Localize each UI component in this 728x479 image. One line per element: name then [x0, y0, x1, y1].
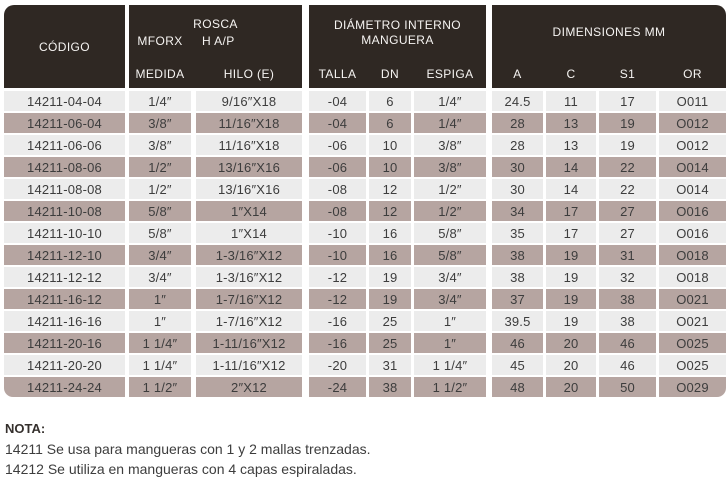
cell-dn: 25 — [369, 311, 411, 331]
cell-medida: 5/8″ — [129, 201, 191, 221]
header-rosca-title: ROSCA — [193, 16, 238, 31]
header-dimensiones-titlezone — [492, 5, 726, 60]
cell-hilo: 9/16″X18 — [196, 91, 302, 111]
header-codigo — [4, 5, 125, 88]
cell-hilo: 2″X12 — [196, 377, 302, 397]
cell-talla: -06 — [309, 157, 366, 177]
cell-c: 14 — [546, 157, 596, 177]
header-a-label: A — [513, 67, 522, 81]
cell-s1: 27 — [599, 223, 656, 243]
cell-hilo: 1-3/16″X12 — [196, 245, 302, 265]
cell-dn: 6 — [369, 113, 411, 133]
cell-codigo: 14211-12-12 — [4, 267, 125, 287]
note-section — [5, 421, 728, 479]
header-group-diametro — [309, 5, 486, 88]
cell-s1: 22 — [599, 179, 656, 199]
cell-espiga: 5/8″ — [414, 223, 486, 243]
header-dimensiones-title: DIMENSIONES MM — [552, 25, 666, 40]
cell-espiga: 1/2″ — [414, 201, 486, 221]
table-row — [4, 289, 728, 309]
cell-medida: 3/8″ — [129, 113, 191, 133]
cell-talla: -10 — [309, 245, 366, 265]
cell-talla: -20 — [309, 355, 366, 375]
cell-dn: 6 — [369, 91, 411, 111]
cell-codigo: 14211-10-08 — [4, 201, 125, 221]
cell-talla: -16 — [309, 311, 366, 331]
cell-espiga: 3/4″ — [414, 289, 486, 309]
header-dn-label: DN — [380, 67, 400, 81]
table-row — [4, 333, 728, 353]
cell-codigo: 14211-24-24 — [4, 377, 125, 397]
cell-hilo: 1-7/16″X12 — [196, 311, 302, 331]
cell-dn: 16 — [369, 223, 411, 243]
cell-dn: 19 — [369, 267, 411, 287]
cell-c: 13 — [546, 135, 596, 155]
cell-talla: -08 — [309, 201, 366, 221]
table-row — [4, 157, 728, 177]
cell-codigo: 14211-16-12 — [4, 289, 125, 309]
cell-a: 30 — [492, 179, 543, 199]
cell-hilo: 1-11/16″X12 — [196, 333, 302, 353]
cell-medida: 5/8″ — [129, 223, 191, 243]
cell-c: 20 — [546, 377, 596, 397]
table-header — [4, 5, 728, 88]
cell-talla: -10 — [309, 223, 366, 243]
cell-dn: 31 — [369, 355, 411, 375]
header-espiga-label: ESPIGA — [426, 67, 474, 81]
cell-a: 35 — [492, 223, 543, 243]
cell-a: 39.5 — [492, 311, 543, 331]
header-c-label: C — [566, 67, 576, 81]
cell-dn: 19 — [369, 289, 411, 309]
table-body — [4, 91, 728, 397]
cell-dn: 10 — [369, 135, 411, 155]
cell-a: 46 — [492, 333, 543, 353]
cell-a: 34 — [492, 201, 543, 221]
cell-c: 19 — [546, 311, 596, 331]
header-mforx-label: MFORX — [137, 34, 183, 49]
cell-a: 28 — [492, 113, 543, 133]
cell-or: O021 — [659, 311, 726, 331]
header-rosca-subtitle — [129, 34, 302, 48]
cell-a: 30 — [492, 157, 543, 177]
cell-or: O014 — [659, 179, 726, 199]
cell-s1: 46 — [599, 355, 656, 375]
cell-talla: -04 — [309, 91, 366, 111]
table-row — [4, 201, 728, 221]
cell-c: 19 — [546, 267, 596, 287]
cell-a: 28 — [492, 135, 543, 155]
cell-espiga: 3/8″ — [414, 157, 486, 177]
cell-dn: 38 — [369, 377, 411, 397]
cell-a: 37 — [492, 289, 543, 309]
header-or-label: OR — [683, 67, 702, 81]
cell-c: 19 — [546, 289, 596, 309]
cell-hilo: 1-7/16″X12 — [196, 289, 302, 309]
cell-or: O014 — [659, 157, 726, 177]
cell-medida: 1 1/4″ — [129, 333, 191, 353]
cell-or: O012 — [659, 113, 726, 133]
cell-dn: 16 — [369, 245, 411, 265]
cell-a: 48 — [492, 377, 543, 397]
cell-dn: 25 — [369, 333, 411, 353]
cell-s1: 50 — [599, 377, 656, 397]
cell-codigo: 14211-08-06 — [4, 157, 125, 177]
table-row — [4, 91, 728, 111]
cell-espiga: 1 1/2″ — [414, 377, 486, 397]
cell-medida: 3/4″ — [129, 245, 191, 265]
cell-dn: 12 — [369, 179, 411, 199]
cell-medida: 1 1/2″ — [129, 377, 191, 397]
cell-c: 11 — [546, 91, 596, 111]
header-codigo-label: CÓDIGO — [38, 39, 91, 54]
cell-or: O018 — [659, 267, 726, 287]
cell-codigo: 14211-08-08 — [4, 179, 125, 199]
cell-talla: -06 — [309, 135, 366, 155]
cell-c: 20 — [546, 333, 596, 353]
cell-a: 24.5 — [492, 91, 543, 111]
table-row — [4, 179, 728, 199]
cell-s1: 32 — [599, 267, 656, 287]
cell-medida: 3/4″ — [129, 267, 191, 287]
cell-or: O016 — [659, 223, 726, 243]
cell-a: 38 — [492, 245, 543, 265]
table-row — [4, 267, 728, 287]
table-row — [4, 311, 728, 331]
cell-s1: 38 — [599, 311, 656, 331]
cell-espiga: 1/4″ — [414, 113, 486, 133]
cell-codigo: 14211-06-06 — [4, 135, 125, 155]
cell-hilo: 13/16″X16 — [196, 157, 302, 177]
cell-espiga: 1 1/4″ — [414, 355, 486, 375]
cell-s1: 19 — [599, 113, 656, 133]
cell-s1: 38 — [599, 289, 656, 309]
cell-or: O021 — [659, 289, 726, 309]
cell-a: 38 — [492, 267, 543, 287]
cell-or: O025 — [659, 355, 726, 375]
cell-c: 13 — [546, 113, 596, 133]
cell-medida: 1/2″ — [129, 179, 191, 199]
cell-codigo: 14211-06-04 — [4, 113, 125, 133]
header-hilo-label: HILO (E) — [223, 67, 275, 81]
cell-talla: -24 — [309, 377, 366, 397]
cell-espiga: 3/8″ — [414, 135, 486, 155]
cell-espiga: 1/4″ — [414, 91, 486, 111]
cell-hilo: 11/16″X18 — [196, 113, 302, 133]
cell-espiga: 1″ — [414, 311, 486, 331]
cell-espiga: 1″ — [414, 333, 486, 353]
cell-medida: 1″ — [129, 311, 191, 331]
header-group-rosca — [129, 5, 302, 88]
cell-codigo: 14211-04-04 — [4, 91, 125, 111]
cell-c: 20 — [546, 355, 596, 375]
header-rosca-titlezone — [129, 5, 302, 60]
cell-hilo: 13/16″X16 — [196, 179, 302, 199]
cell-hilo: 1-11/16″X12 — [196, 355, 302, 375]
cell-s1: 46 — [599, 333, 656, 353]
cell-or: O011 — [659, 91, 726, 111]
cell-s1: 22 — [599, 157, 656, 177]
cell-c: 17 — [546, 223, 596, 243]
cell-medida: 1/2″ — [129, 157, 191, 177]
cell-espiga: 5/8″ — [414, 245, 486, 265]
header-medida-label: MEDIDA — [135, 67, 185, 81]
cell-c: 14 — [546, 179, 596, 199]
cell-espiga: 1/2″ — [414, 179, 486, 199]
cell-talla: -12 — [309, 289, 366, 309]
cell-s1: 31 — [599, 245, 656, 265]
cell-medida: 3/8″ — [129, 135, 191, 155]
cell-c: 19 — [546, 245, 596, 265]
cell-a: 45 — [492, 355, 543, 375]
header-dimensiones-columns — [492, 60, 726, 88]
table-row — [4, 355, 728, 375]
cell-s1: 17 — [599, 91, 656, 111]
cell-c: 17 — [546, 201, 596, 221]
cell-dn: 12 — [369, 201, 411, 221]
cell-s1: 27 — [599, 201, 656, 221]
header-diametro-title: DIÁMETRO INTERNO MANGUERA — [333, 18, 462, 47]
header-rosca-columns — [129, 60, 302, 88]
header-diametro-columns — [309, 60, 486, 88]
table-row — [4, 135, 728, 155]
cell-or: O018 — [659, 245, 726, 265]
header-group-dimensiones — [492, 5, 726, 88]
note-line-2: 14212 Se utiliza en mangueras con 4 capas espiraladas. — [5, 460, 357, 477]
cell-codigo: 14211-16-16 — [4, 311, 125, 331]
note-line-1: 14211 Se usa para mangueras con 1 y 2 mallas trenzadas. — [5, 441, 371, 457]
cell-hilo: 1-3/16″X12 — [196, 267, 302, 287]
header-diametro-titlezone — [309, 5, 486, 60]
cell-medida: 1 1/4″ — [129, 355, 191, 375]
cell-medida: 1″ — [129, 289, 191, 309]
table-row — [4, 113, 728, 133]
cell-hilo: 1″X14 — [196, 223, 302, 243]
cell-espiga: 3/4″ — [414, 267, 486, 287]
cell-or: O025 — [659, 333, 726, 353]
cell-talla: -04 — [309, 113, 366, 133]
cell-codigo: 14211-20-20 — [4, 355, 125, 375]
cell-talla: -12 — [309, 267, 366, 287]
cell-talla: -16 — [309, 333, 366, 353]
cell-hilo: 1″X14 — [196, 201, 302, 221]
note-title: NOTA: — [5, 421, 46, 436]
cell-talla: -08 — [309, 179, 366, 199]
cell-hilo: 11/16″X18 — [196, 135, 302, 155]
header-hap-label: H A/P — [202, 34, 235, 49]
table-row — [4, 245, 728, 265]
table-row — [4, 223, 728, 243]
header-s1-label: S1 — [619, 67, 636, 81]
table-row — [4, 377, 728, 397]
cell-codigo: 14211-12-10 — [4, 245, 125, 265]
cell-codigo: 14211-10-10 — [4, 223, 125, 243]
cell-or: O012 — [659, 135, 726, 155]
cell-s1: 19 — [599, 135, 656, 155]
cell-or: O016 — [659, 201, 726, 221]
cell-dn: 10 — [369, 157, 411, 177]
cell-or: O029 — [659, 377, 726, 397]
cell-medida: 1/4″ — [129, 91, 191, 111]
cell-codigo: 14211-20-16 — [4, 333, 125, 353]
header-talla-label: TALLA — [318, 67, 357, 81]
